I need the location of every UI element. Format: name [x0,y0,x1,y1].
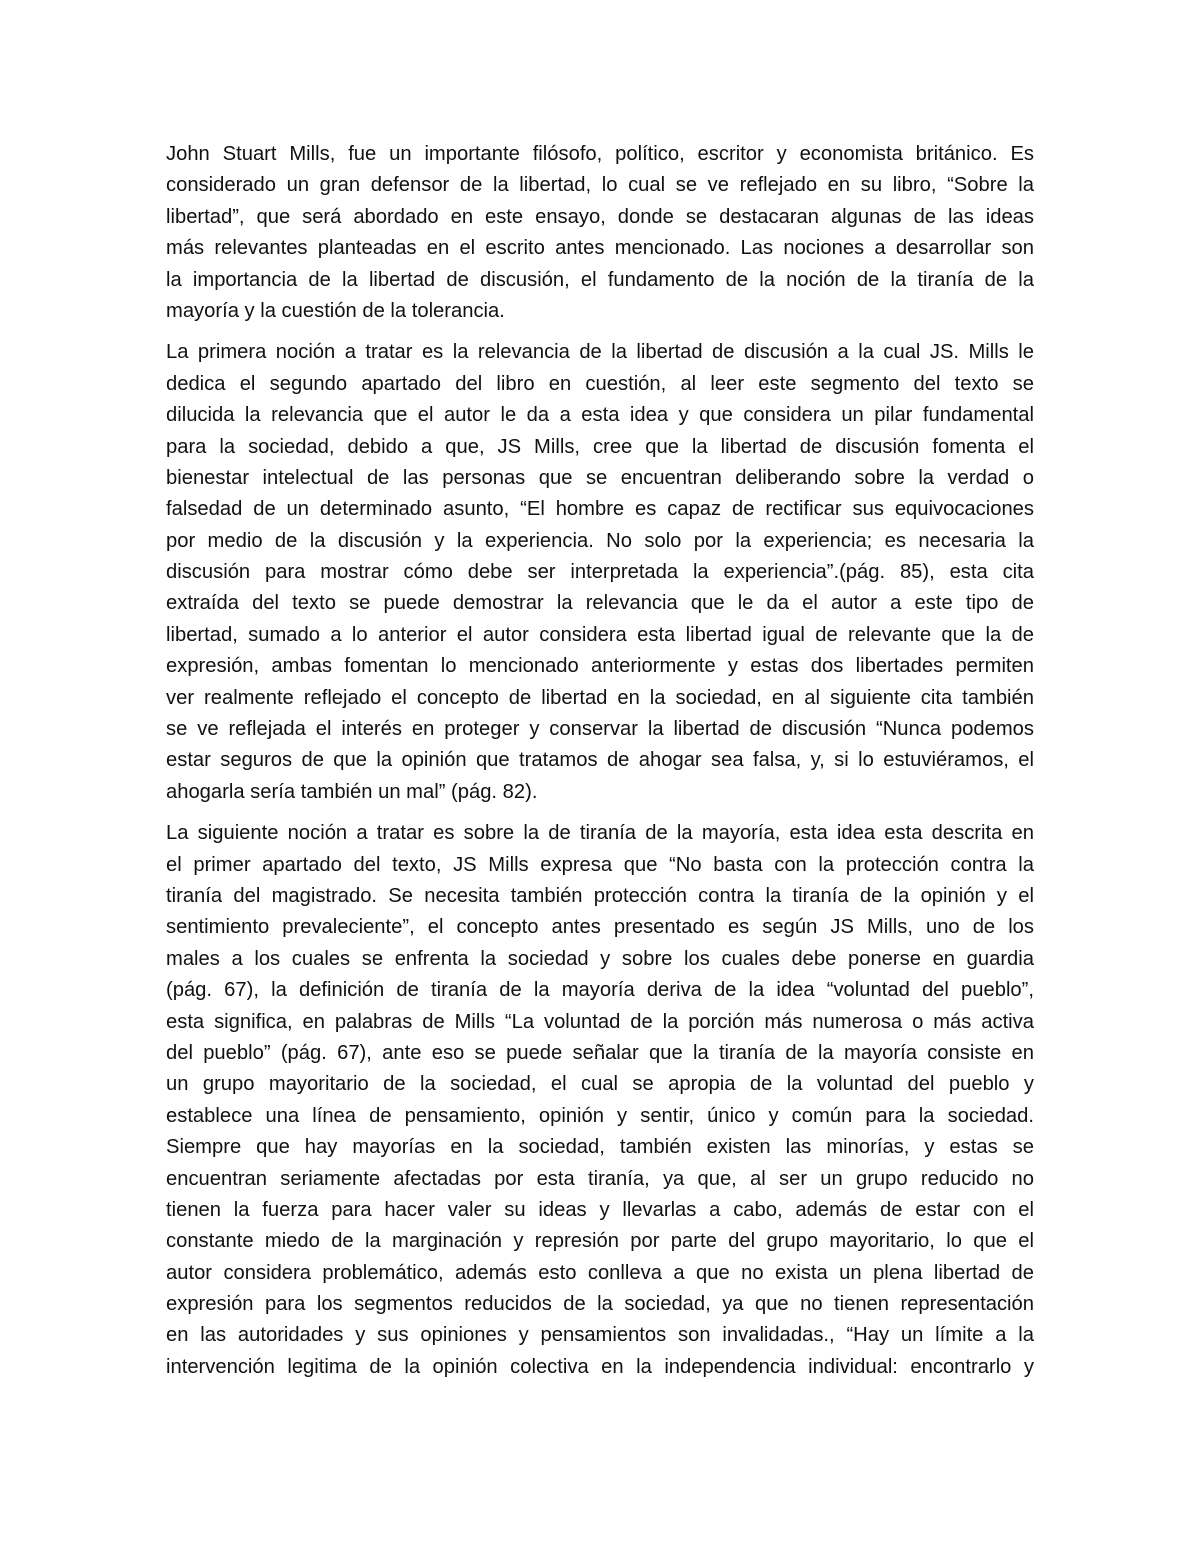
text-line: Siempre que hay mayorías en la sociedad, también existen las minorías, y estas se [166,1136,1034,1159]
text-line: el primer apartado del texto, JS Mills expresa que “No basta con la protección contra la [166,853,1034,876]
text-line: libertad, sumado a lo anterior el autor considera esta libertad igual de relevante que la de [166,623,1034,646]
text-line: del pueblo” (pág. 67), ante eso se puede señalar que la tiranía de la mayoría consiste en [166,1041,1034,1064]
text-line: mayoría y la cuestión de la tolerancia. [166,299,505,322]
text-line: dilucida la relevancia que el autor le da a esta idea y que considera un pilar fundamental [166,404,1034,427]
text-line: establece una línea de pensamiento, opinión y sentir, único y común para la sociedad. [166,1104,1034,1127]
text-line: estar seguros de que la opinión que tratamos de ahogar sea falsa, y, si lo estuviéramos, el [166,749,1034,772]
text-line: un grupo mayoritario de la sociedad, el cual se apropia de la voluntad del pueblo y [166,1073,1034,1096]
paragraph-tirania-mayoria [166,818,1034,1383]
text-line: intervención legitima de la opinión colectiva en la independencia individual: encontrarlo y [166,1355,1034,1378]
text-line: tienen la fuerza para hacer valer su ideas y llevarlas a cabo, además de estar con el [166,1198,1034,1221]
document-body [166,139,1034,1393]
text-line: John Stuart Mills, fue un importante filósofo, político, escritor y economista británico. Es [166,143,1034,165]
text-line: expresión para los segmentos reducidos de la sociedad, ya que no tienen representación [166,1293,1034,1316]
text-line: se ve reflejada el interés en proteger y conservar la libertad de discusión “Nunca podemos [166,718,1034,741]
text-line: considerado un gran defensor de la libertad, lo cual se ve reflejado en su libro, “Sobre la [166,174,1034,197]
text-line: La primera noción a tratar es la relevancia de la libertad de discusión a la cual JS. Mills le [166,341,1034,364]
text-line: expresión, ambas fomentan lo mencionado anteriormente y estas dos libertades permiten [166,655,1034,678]
text-line: libertad”, que será abordado en este ensayo, donde se destacaran algunas de las ideas [166,205,1034,228]
text-line: sentimiento prevaleciente”, el concepto antes presentado es según JS Mills, uno de los [166,916,1034,939]
text-line: constante miedo de la marginación y represión por parte del grupo mayoritario, lo que el [166,1230,1034,1253]
text-line: ver realmente reflejado el concepto de libertad en la sociedad, en al siguiente cita también [166,686,1034,709]
paragraph-intro [166,139,1034,327]
text-line: autor considera problemático, además esto conlleva a que no exista un plena libertad de [166,1261,1034,1284]
text-line: más relevantes planteadas en el escrito antes mencionado. Las nociones a desarrollar son [166,237,1034,260]
text-line: dedica el segundo apartado del libro en cuestión, al leer este segmento del texto se [166,372,1034,395]
text-line: males a los cuales se enfrenta la sociedad y sobre los cuales debe ponerse en guardia [166,947,1034,970]
text-line: extraída del texto se puede demostrar la relevancia que le da el autor a este tipo de [166,592,1034,615]
text-line: bienestar intelectual de las personas que se encuentran deliberando sobre la verdad o [166,466,1034,489]
text-line: discusión para mostrar cómo debe ser interpretada la experiencia”.(pág. 85), esta cita [166,561,1034,584]
text-line: tiranía del magistrado. Se necesita también protección contra la tiranía de la opinión y el [166,884,1034,907]
text-line: La siguiente noción a tratar es sobre la de tiranía de la mayoría, esta idea esta descrita en [166,822,1034,845]
text-line: para la sociedad, debido a que, JS Mills, cree que la libertad de discusión fomenta el [166,435,1034,458]
text-line: la importancia de la libertad de discusión, el fundamento de la noción de la tiranía de la [166,268,1034,291]
text-line: ahogarla sería también un mal” (pág. 82). [166,780,538,803]
text-line: en las autoridades y sus opiniones y pensamientos son invalidadas., “Hay un límite a la [166,1324,1034,1347]
text-line: esta significa, en palabras de Mills “La voluntad de la porción más numerosa o más activa [166,1010,1034,1033]
text-line: (pág. 67), la definición de tiranía de la mayoría deriva de la idea “voluntad del pueblo”, [166,979,1034,1002]
text-line: falsedad de un determinado asunto, “El hombre es capaz de rectificar sus equivocaciones [166,498,1034,521]
text-line: encuentran seriamente afectadas por esta tiranía, ya que, al ser un grupo reducido no [166,1167,1034,1190]
text-line: por medio de la discusión y la experiencia. No solo por la experiencia; es necesaria la [166,529,1034,552]
paragraph-libertad-discusion [166,337,1034,808]
